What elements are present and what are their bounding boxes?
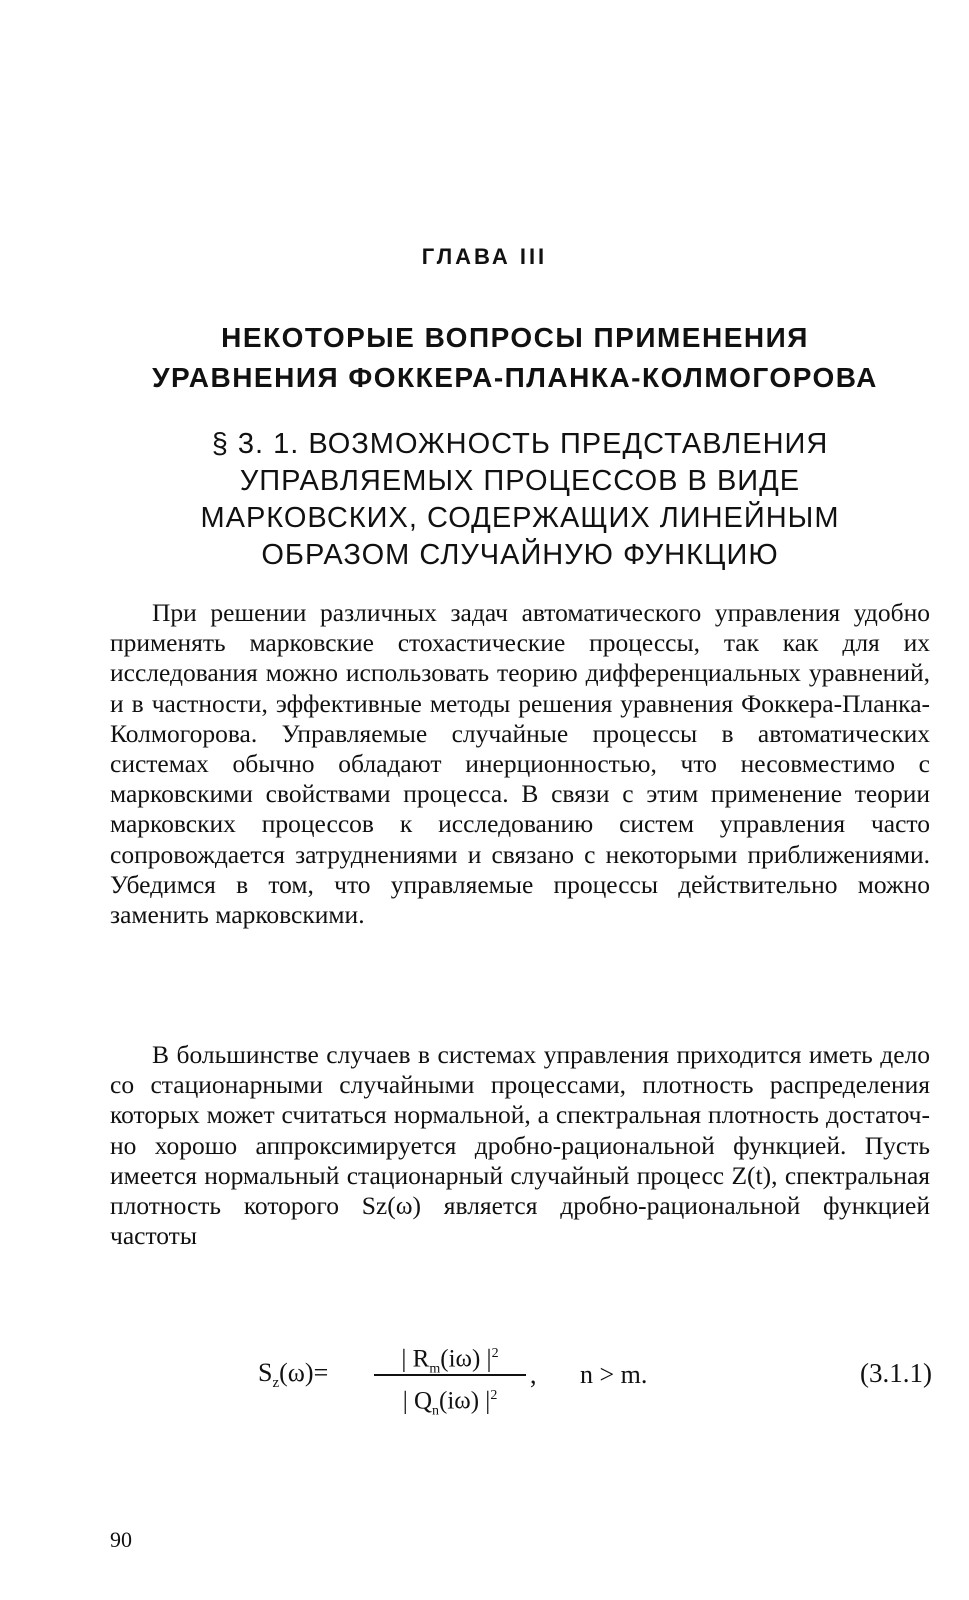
chapter-title-line-1: НЕКОТОРЫЕ ВОПРОСЫ ПРИМЕНЕНИЯ: [221, 322, 809, 353]
formula-lhs-symbol: S: [258, 1358, 273, 1387]
denominator-subscript: n: [432, 1403, 439, 1419]
chapter-title: [100, 318, 930, 398]
denominator-power: 2: [490, 1388, 498, 1403]
paragraph-2: В большинстве случаев в системах управления приходится иметь дело со стационарными случайными процессами, плотность распределения которых может считаться нормальной, а спектральная плотность достаточно хорошо аппроксимируется дробно-рациональной функцией. Пусть имеется нормальный стационарный случайный процесс Z(t), спектральная плотность которого Sz(ω) является дробно-рациональной функцией частоты: [110, 1040, 930, 1251]
denominator-right: (iω) |: [439, 1387, 491, 1415]
chapter-title-line-2: УРАВНЕНИЯ ФОККЕРА-ПЛАНКА-КОЛМОГОРОВА: [152, 362, 878, 393]
section-title-line-1: § 3. 1. ВОЗМОЖНОСТЬ ПРЕДСТАВЛЕНИЯ: [211, 428, 829, 460]
page-number: 90: [110, 1527, 132, 1552]
chapter-label: ГЛАВА III: [421, 244, 548, 269]
numerator-subscript: m: [429, 1361, 441, 1377]
paragraph-1: При решении различных задач автоматического управления удобно применять марковские стохастические процессы, так как для их исследования можно использовать теорию дифференциальных уравнений, и в частности, эффективные методы решения уравнения Фоккера-Планка-Колмогорова. Управляемые случайные процессы в автоматических системах обычно обладают инерционностью, что несовместимо с марковскими свойствами процесса. В связи с этим применение теории марковских процессов к исследованию систем управления часто сопровождается затруднениями и связано с некоторыми приближениями. Убедимся в том, что управляемые процессы действительно можно заменить марковскими.: [110, 598, 930, 930]
section-title-line-2: УПРАВЛЯЕМЫХ ПРОЦЕССОВ В ВИДЕ: [239, 465, 801, 497]
formula-lhs-argument: (ω)=: [279, 1358, 329, 1387]
formula-lhs-subscript: z: [272, 1375, 280, 1392]
formula-numerator: [370, 1336, 530, 1377]
denominator-left: | Q: [402, 1387, 432, 1415]
section-title: [110, 426, 930, 574]
formula-lhs: [258, 1358, 328, 1392]
formula-fraction: [370, 1336, 530, 1419]
formula-condition: n > m.: [580, 1360, 648, 1389]
equation-3-1-1: [110, 1336, 932, 1426]
formula-comma: ,: [530, 1360, 537, 1389]
numerator-left: | R: [401, 1345, 430, 1373]
section-title-line-3: МАРКОВСКИХ, СОДЕРЖАЩИХ ЛИНЕЙНЫМ: [200, 502, 840, 534]
formula-denominator: [370, 1378, 530, 1419]
numerator-right: (iω) |: [440, 1345, 492, 1373]
section-title-line-4: ОБРАЗОМ СЛУЧАЙНУЮ ФУНКЦИЮ: [261, 539, 779, 571]
numerator-power: 2: [491, 1346, 499, 1361]
fraction-bar: [374, 1374, 526, 1376]
equation-number: (3.1.1): [860, 1358, 932, 1388]
